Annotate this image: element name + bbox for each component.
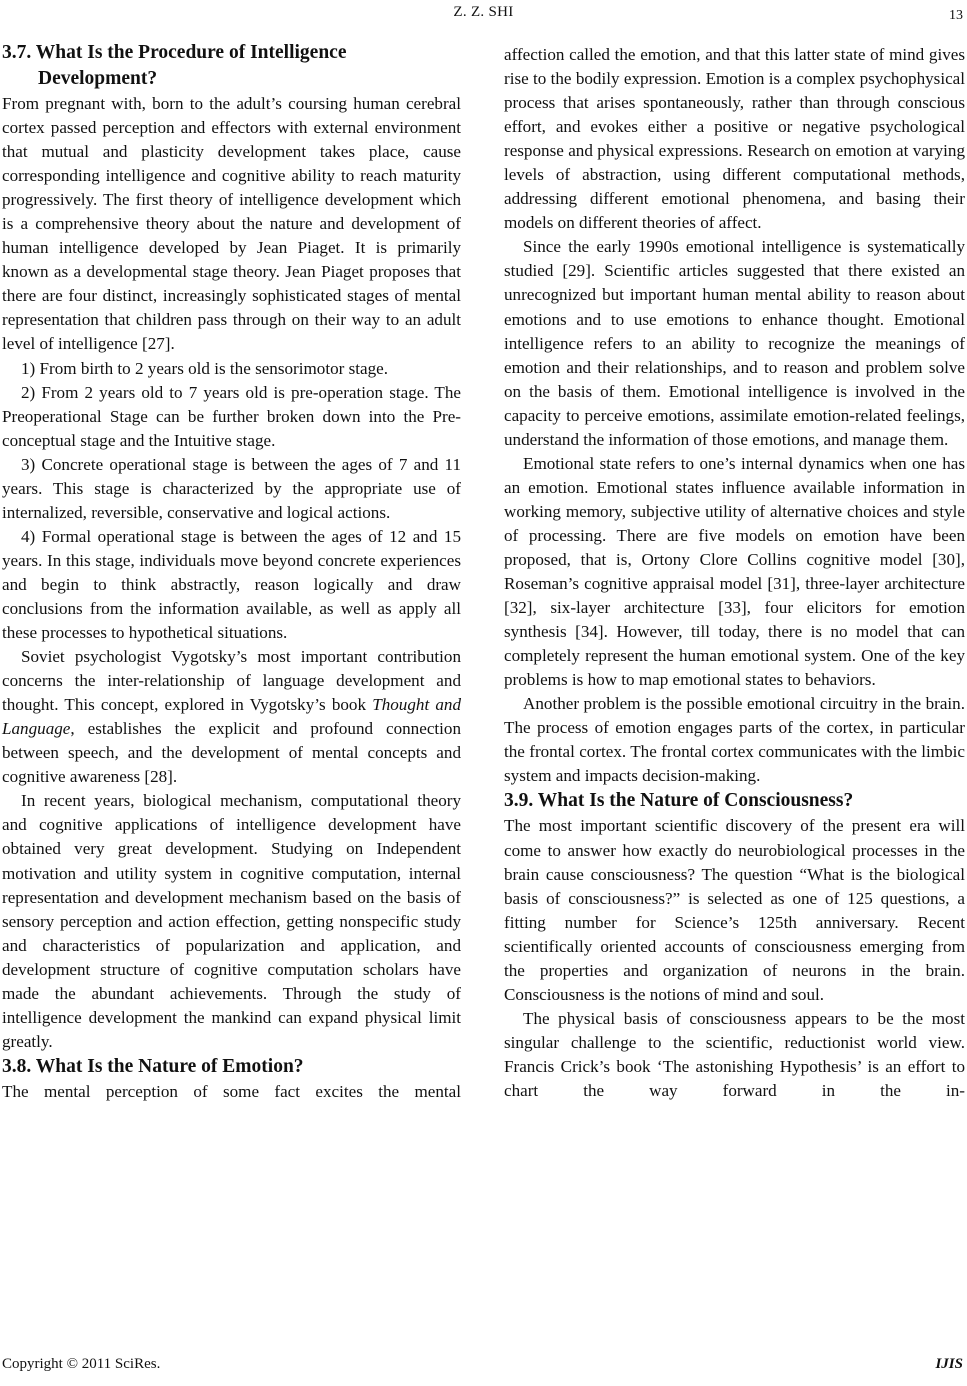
paragraph-piaget: From pregnant with, born to the adult’s coursing human cerebral cortex passed perception and effectors with external environment that mutual and plasticity development takes place, cause corresponding intelligence and cognitive ability to reach maturity progressively. The first theory of intelligence development which is a comprehensive theory about the nature and development of human intelligence developed by Jean Piaget. It is primarily known as a developmental stage theory. Jean Piaget proposes that there are four distinct, increasingly sophisticated stages of mental representation that children pass through on their way to an adult level of intelligence [27]. bbox=[2, 94, 461, 354]
section-heading-3-8 bbox=[2, 1054, 461, 1080]
paragraph-emotion-continued: affection called the emotion, and that this latter state of mind gives rise to the bodily expression. Emotion is a complex psychophysical process that arises spontaneously, rather than through conscious effort, and evokes either a positive or negative psychological response and physical expressions. Research on emotion at varying levels of abstraction, using different computational methods, addressing different emotional phenomena, and basing their models on different theories of affect. bbox=[504, 45, 965, 233]
section-heading-3-7 bbox=[2, 40, 461, 92]
vygotsky-text-a: Soviet psychologist Vygotsky’s most important contribution concerns the inter-relationship of language development and thought. This concept, explored in Vygotsky’s book bbox=[2, 647, 461, 715]
section-number: 3.7. bbox=[2, 42, 32, 63]
left-column bbox=[2, 40, 461, 1104]
right-column bbox=[504, 43, 965, 1103]
section-number: 3.8. bbox=[2, 1055, 32, 1077]
list-item-stage-1: 1) From birth to 2 years old is the sensorimotor stage. bbox=[21, 358, 388, 378]
copyright-notice: Copyright © 2011 SciRes. bbox=[2, 1356, 161, 1372]
page-number: 13 bbox=[949, 8, 963, 23]
paragraph-emotional-circuitry: Another problem is the possible emotional circuitry in the brain. The process of emotion engages parts of the cortex, in particular the frontal cortex. The frontal cortex communicates with the limbic system and impacts decision-making. bbox=[504, 694, 965, 786]
paragraph-emotion-intro: The mental perception of some fact excites the mental bbox=[2, 1081, 461, 1101]
section-title: What Is the Nature of Consciousness? bbox=[537, 790, 854, 812]
list-item-stage-2: 2) From 2 years old to 7 years old is pre-operation stage. The Preoperational Stage can be further broken down into the Pre-conceptual stage and the Intuitive stage. bbox=[2, 382, 461, 450]
section-heading-3-9 bbox=[504, 788, 965, 814]
paragraph-vygotsky bbox=[2, 645, 461, 789]
section-number: 3.9. bbox=[504, 790, 534, 812]
section-title: What Is the Nature of Emotion? bbox=[35, 1055, 304, 1077]
paragraph-consciousness-discovery: The most important scientific discovery of the present era will come to answer how exactly do neurobiological processes in the brain cause consciousness? The question “What is the biological basis of consciousness?” is selected as one of 125 questions, a fitting number for Science’s 125th anniversary. Recent scientifically oriented accounts of consciousness emerging from the properties and organization of neurons in the brain. Consciousness is the notions of mind and soul. bbox=[504, 816, 965, 1004]
vygotsky-text-b: , establishes the explicit and profound connection between speech, and the development of mental concepts and cognitive awareness [28]. bbox=[2, 719, 461, 787]
paragraph-emotional-intelligence: Since the early 1990s emotional intelligence is systematically studied [29]. Scientific articles suggested that there existed an unrecognized but important human mental ability to reason about emotions and to use emotions to enhance thought. Emotional intelligence refers to an ability to recognize the meanings of emotion and their relationships, and to reason and problem solve on the basis of them. Emotional intelligence is involved in the capacity to perceive emotions, assimilate emotion-related feelings, understand the information of those emotions, and manage them. bbox=[504, 237, 965, 449]
running-head-author: Z. Z. SHI bbox=[453, 4, 514, 20]
section-title-line2: Development? bbox=[38, 68, 158, 89]
paragraph-physical-basis: The physical basis of consciousness appears to be the most singular challenge to the scientific, reductionist world view. Francis Crick’s book ‘The astonishing Hypothesis’ is an effort to chart the way forward in the in- bbox=[504, 1008, 965, 1100]
book-title-italic: Thought and Language bbox=[2, 695, 462, 739]
paragraph-recent-years: In recent years, biological mechanism, computational theory and cognitive applications of intelligence development have obtained very great development. Studying on Independent motivation and utility system in cognitive computation, internal representation and development mechanism based on the basis of sensory perception and action effection, getting nonspecific study and characteristics of popularization and application, and development structure of cognitive computation scholars have made the abundant achievements. Through the study of intelligence development the mankind can expand physical limit greatly. bbox=[2, 791, 461, 1051]
list-item-stage-3: 3) Concrete operational stage is between the ages of 7 and 11 years. This stage is characterized by the appropriate use of internalized, reversible, conservative and logical actions. bbox=[2, 454, 461, 522]
running-header bbox=[0, 4, 967, 24]
list-item-stage-4: 4) Formal operational stage is between the ages of 12 and 15 years. In this stage, individuals move beyond concrete experiences and begin to think abstractly, reason logically and draw conclusions from the information available, as well as apply all these processes to hypothetical situations. bbox=[2, 526, 461, 643]
paragraph-emotional-state: Emotional state refers to one’s internal dynamics when one has an emotion. Emotional states influence available information in working memory, subjective utility of alternative choices and style of processing. There are five models on emotion have been proposed, that is, Ortony Clore Collins cognitive model [30], Roseman’s cognitive appraisal model [31], three-layer architecture [32], six-layer architecture [33], four elicitors for emotion synthesis [34]. However, till today, there is no model that can completely represent the human emotional system. One of the key problems is how to map emotional states to behaviors. bbox=[504, 453, 965, 690]
journal-abbreviation: IJIS bbox=[935, 1356, 963, 1372]
section-title-line1: What Is the Procedure of Intelligence bbox=[35, 42, 347, 63]
page-footer bbox=[0, 1356, 967, 1378]
